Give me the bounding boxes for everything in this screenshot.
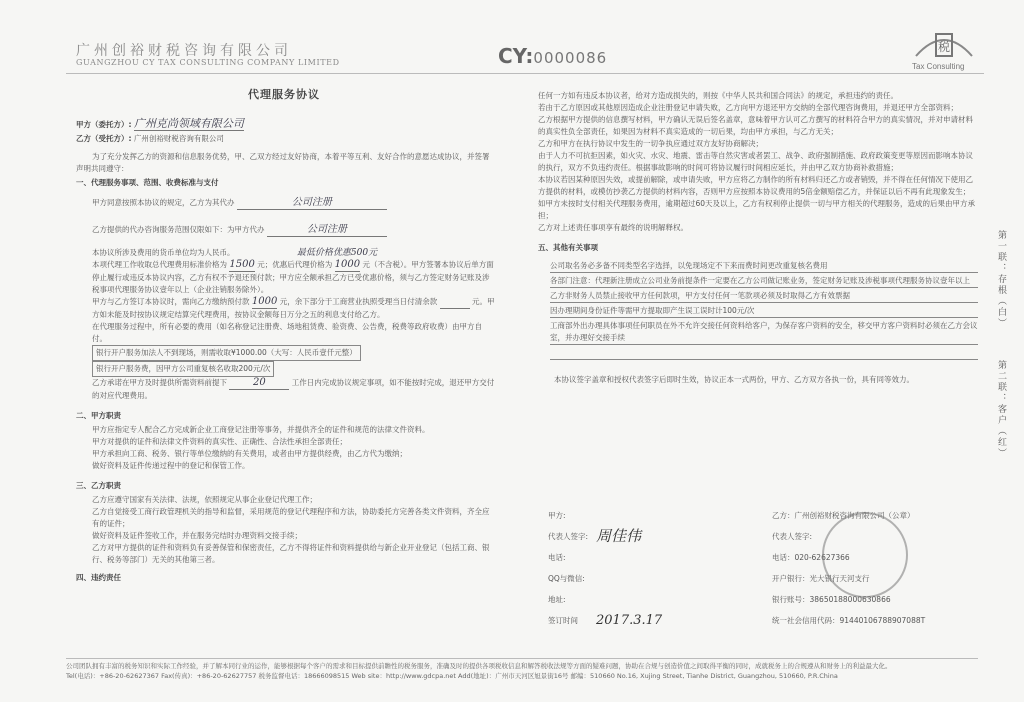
s1-clause-5a: 甲方与乙方签订本协议时，需向乙方缴纳预付款 [92,297,250,306]
party-a-sign-label: 甲方: [548,511,566,520]
logo-subtitle: Tax Consulting [912,62,965,71]
bank-fee-box-2: 银行开户服务费，因甲方公司重复核名收取200元/次 [92,361,274,377]
footer-contact: Tel(电话)：+86-20-62627367 Fax(传真)：+86-20-62627757 税务监督电话：18666098515 Web site：http://www.gdcpa.net Add(地址)：广州市天河区旭景街16号 邮编：510660 No.16, Xujing Street, Tianhe District, Guangzhou, 510660, P.R.China [66,672,838,680]
s1-clause-6: 在代理服务过程中，所有必要的费用（如名称登记注册费、场地租赁费、验资费、公告费，税费等政府收费）由甲方自付。 [92,322,482,343]
standard-price-handwritten: 1500 [229,259,255,270]
s1-clause-7b: 工作日内完成协议规定事项，如不能按时完成，退还甲方交付的对应代理费用。 [92,378,495,400]
header-divider [66,73,984,74]
r-clause-7: 如甲方未按时支付相关代理服务费用，逾期超过60天及以上，乙方有权利停止提供一切与甲方相关的代理服务，造成的后果由甲方承担； [538,199,976,220]
right-column [538,90,978,386]
s1-clause-5c: 元。甲方如未能及时按协议规定结算完代理费用，按协议金额每日万分之五的利息支付给乙方。 [92,297,495,319]
s1-clause-7a: 乙方承诺在甲方及时提供所需资料前提下 [92,378,227,387]
s3-clause-1: 乙方应遵守国家有关法律、法规，依照规定从事企业登记代理工作； [92,495,317,504]
workdays-handwritten: 20 [229,377,289,390]
sign-date-handwritten: 2017.3.17 [596,613,663,628]
party-b-value: 广州创裕财税咨询有限公司 [133,134,224,143]
s3-clause-3: 做好资料及证件签收工作，并在服务完结时办理资料交接手续； [92,531,302,540]
svg-text:税: 税 [937,40,951,54]
s2-clause-4: 做好资料及证件传递过程中的登记和保管工作。 [92,461,250,470]
party-a-handwritten: 广州克尚领域有限公司 [133,117,244,130]
s1-clause-4c: 元（不含税）。甲方签署本协议后单方面停止履行或违反本协议内容，乙方有权不予退还预付款；甲方应全额承担乙方已受优惠价格，须与乙方签定财务记账及涉税事项代理服务协议壹年以上（企业注销服务除外）。 [92,260,494,294]
party-b-sign-label: 乙方：广州创裕财税咨询有限公司（公章） [772,511,915,520]
r-clause-2: 若由于乙方原因或其他原因造成企业注册登记申请失败，乙方向甲方退还甲方交纳的全部代理咨询费用，并退还甲方全部资料； [538,103,958,112]
other-item-4: 因办理期间身份证件等需甲方提取即产生误工误时计100元/次 [550,305,978,318]
side-label-customer: 第二联：客户（红） [996,360,1006,459]
s1-clause-2-handwritten: 公司注册 [267,224,387,237]
other-item-5: 工商部外出办理具体事项任何职员在外不允许交接任何资料给客户，为保存客户资料的安全，移交甲方客户资料时必须在乙方会议室，并办理好交接手续 [550,320,978,345]
r-clause-8: 乙方对上述责任事项享有最终的说明解释权。 [538,223,688,232]
r-clause-6: 本协议若因某种原因失效，或提前解除，或申请失败，甲方应将乙方制作的所有材料归还乙方或者销毁，并不得在任何情况下使用乙方提供的材料，或模仿抄袭乙方提供的材料内容，否则甲方应按照本协议费用的5倍金额赔偿乙方，并保证以后不再有此现象发生； [538,175,973,196]
other-item-6 [550,347,978,360]
other-item-1: 公司取名务必多备不同类型名字选择，以免现场定不下来而费时间更改重复核名费用 [550,260,978,273]
s2-clause-2: 甲方对提供的证件和法律文件资料的真实性、正确性、合法性承担全部责任； [92,437,347,446]
company-seal-stamp [822,512,908,598]
party-a-tel-label: 电话: [548,553,566,562]
section-3-title: 三、乙方职责 [76,481,121,490]
s1-clause-1: 甲方同意按照本协议的规定，乙方为其代办 [92,198,235,207]
party-a-signature-block [548,505,768,631]
company-name-cn: 广州创裕财税咨询有限公司 [76,43,292,59]
party-b-rep-label: 代表人签字: [772,532,813,541]
left-column [76,118,496,584]
s3-clause-4: 乙方对甲方提供的证件和资料负有妥善保管和保密责任，乙方不得将证件和资料提供给与新企业开业登记（包括工商、银行、税务等部门）无关的其他第三者。 [92,543,490,564]
party-b-credit-code: 统一社会信用代码：91440106788907088T [772,616,926,625]
s1-clause-3-handwritten: 最低价格优惠500元 [296,248,378,258]
s2-clause-3: 甲方承担向工商、税务、银行等单位缴纳的有关费用，或者由甲方提供经费，由乙方代为缴纳； [92,449,407,458]
s3-clause-2: 乙方自觉接受工商行政管理机关的指导和监督，采用规范的登记代理程序和方法，协助委托方完善各类文件资料，齐全应有的证件； [92,507,490,528]
party-a-signature: 周佳伟 [596,527,642,545]
other-item-2: 各部门注意：代理新注册成立公司业务前提条件一定要在乙方公司做记账业务，签定财务记账及涉税事项代理服务协议壹年以上 [550,275,978,288]
s2-clause-1: 甲方应指定专人配合乙方完成新企业工商登记注册等事务，并提供齐全的证件和规范的法律文件资料。 [92,425,430,434]
s1-clause-5b: 元，余下部分于工商营业执照受理当日付清余款 [279,297,438,306]
party-a-addr-label: 地址: [548,595,566,604]
contract-number [498,44,607,68]
footer-description: 公司团队拥有丰富的税务知识和实际工作经验，并了解本同行业的运作，能够根据每个客户的需求和目标提供前瞻性的税务服务，准确及时的提供各项税收信息和解答税收法规等方面的疑难问题，协助在合规与创造价值之间取得平衡的同时，成就税务上的合规遵从和财务上的利益最大化。 [66,662,892,670]
r-clause-3: 乙方根据甲方提供的信息撰写材料，甲方确认无误后签名盖章，意味着甲方认可乙方撰写的材料符合甲方的真实情况，并对申请材料的真实性负全部责任，如果因为材料不真实造成的一切后果，均由甲方承担，与乙方无关； [538,115,973,136]
party-b-bank: 开户银行：光大银行天河支行 [772,574,870,583]
section-4-title: 四、违约责任 [76,573,121,582]
party-b-label: 乙方（受托方）: [76,134,132,143]
footer [66,658,978,681]
section-5-title: 五、其他有关事项 [538,243,598,252]
balance-blank [440,296,470,309]
r-clause-4: 乙方和甲方在执行协议中发生的一切争执应通过双方友好协商解决； [538,139,763,148]
discount-price-handwritten: 1000 [334,259,361,270]
other-item-3: 乙方非财务人员禁止接收甲方任何款项，甲方支付任何一笔款项必须及时取得乙方有效票据 [550,290,978,303]
sign-date-label: 签订时间 [548,616,578,625]
company-name-en: GUANGZHOU CY TAX CONSULTING COMPANY LIMITED [76,58,340,67]
party-b-tel: 电话：020-62627366 [772,553,850,562]
party-a-rep-label: 代表人签字: [548,532,589,541]
party-b-account: 银行账号：38650188000630866 [772,595,891,604]
s1-clause-2: 乙方提供的代办咨询服务范围仅限如下：为甲方代办 [92,225,265,234]
prepayment-handwritten: 1000 [251,296,278,307]
contract-number-value: 0000086 [533,49,608,67]
s1-clause-1-handwritten: 公司注册 [237,197,387,210]
section-2-title: 二、甲方职责 [76,411,121,420]
party-a-qq-label: QQ与微信: [548,574,585,583]
intro-paragraph: 为了充分发挥乙方的资源和信息服务优势，甲、乙双方经过友好协商，本着平等互利、友好合作的意愿达成协议，并签署声明共同遵守： [76,152,490,173]
s1-clause-3: 本协议所涉及费用的货币单位均为人民币。 [92,248,235,257]
r-clause-5: 由于人力不可抗拒因素，如火灾、水灾、地震、雷击等自然灾害或者罢工、战争、政府强制措施、政府政策变更等原因而影响本协议的执行，双方不负违约责任。根据事故影响的时间可将协议履行时间相应延长，并由甲乙双方协商补救措施； [538,151,973,172]
party-a-label: 甲方（委托方）: [76,120,132,129]
contract-number-prefix: CY: [498,44,534,68]
s1-clause-4b: 元；优惠后代理价格为 [257,260,333,269]
s1-clause-4a: 本项代理工作收取总代理费用标准价格为 [92,260,227,269]
section-1-title: 一、代理服务事项、范围、收费标准与支付 [76,178,219,187]
document-title: 代理服务协议 [248,88,320,101]
side-label-stub: 第一联：存根（白） [996,230,1006,329]
bank-fee-box-1: 银行开户服务加法人不到现场，则需收取¥1000.00（大写：人民币壹仟元整） [92,345,361,361]
closing-statement: 本协议签字盖章和授权代表签字后即时生效，协议正本一式两份，甲方、乙方双方各执一份，具有同等效力。 [554,375,914,384]
r-clause-1: 任何一方如有违反本协议者，给对方造成损失的，则按《中华人民共和国合同法》的规定，承担违约的责任。 [538,91,898,100]
